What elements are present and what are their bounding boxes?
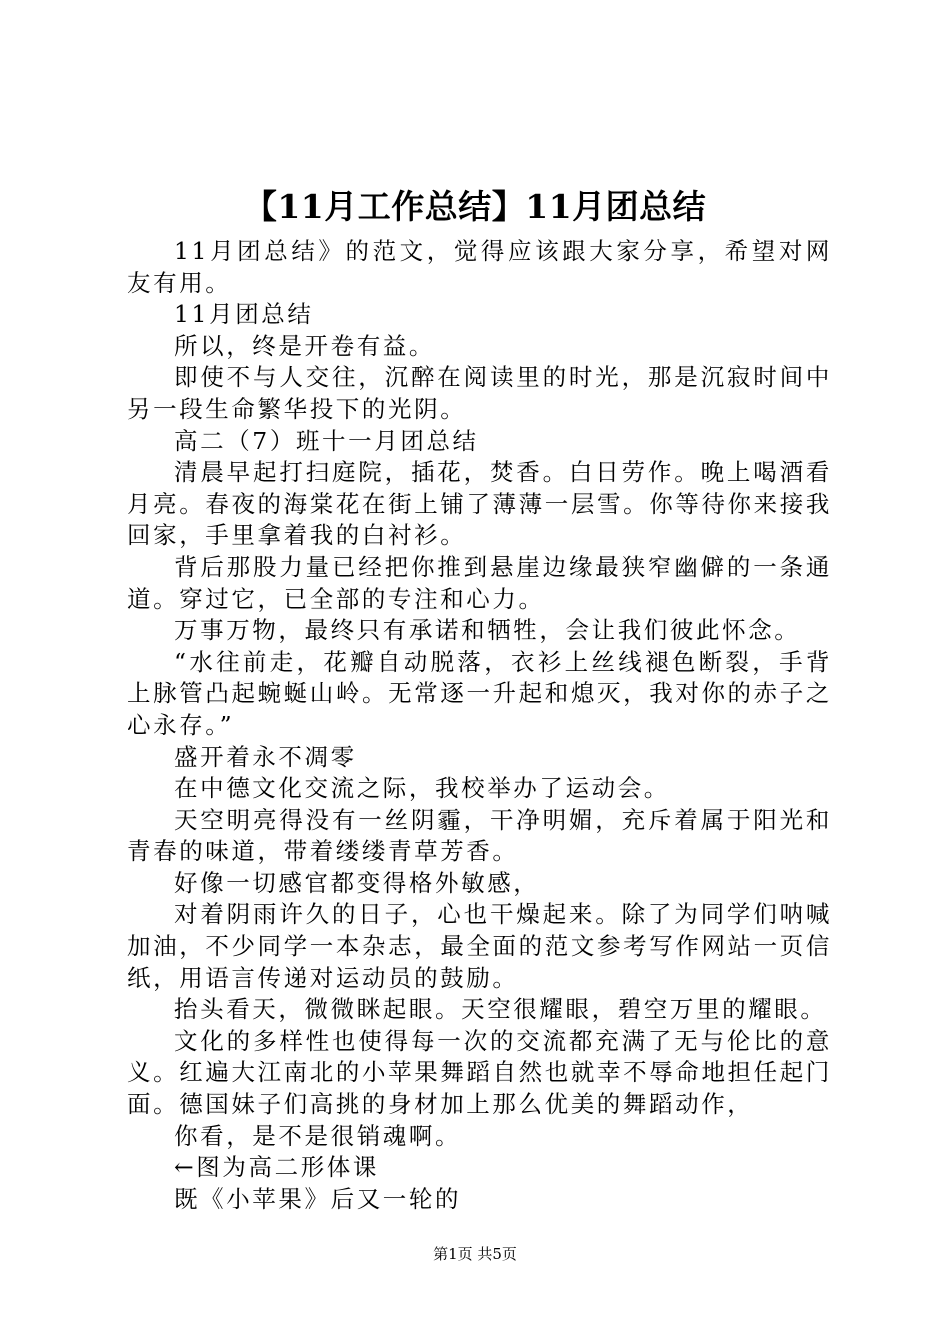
- paragraph: 好像一切感官都变得格外敏感，: [174, 868, 540, 897]
- paragraph: 盛开着永不凋零: [174, 742, 357, 771]
- paragraph: 背后那股力量已经把你推到悬崖边缘最狭窄幽僻的一条通道。穿过它，已全部的专注和心力。: [127, 552, 832, 613]
- paragraph: 高二（7）班十一月团总结: [174, 426, 479, 455]
- paragraph: 对着阴雨许久的日子，心也干燥起来。除了为同学们呐喊加油，不少同学一本杂志，最全面的范文参考写作网站一页信纸，用语言传递对运动员的鼓励。: [127, 900, 832, 992]
- paragraph: ←图为高二形体课: [174, 1153, 379, 1182]
- paragraph: 所以，终是开卷有益。: [174, 331, 435, 360]
- paragraph: 11月团总结》的范文，觉得应该跟大家分享，希望对网友有用。: [127, 237, 832, 297]
- paragraph: 文化的多样性也使得每一次的交流都充满了无与伦比的意义。红遍大江南北的小苹果舞蹈自然也就幸不辱命地担任起门面。德国妹子们高挑的身材加上那么优美的舞蹈动作，: [127, 1026, 832, 1119]
- paragraph: 11月团总结: [174, 300, 314, 329]
- paragraph: 清晨早起打扫庭院，插花，焚香。白日劳作。晚上喝酒看月亮。春夜的海棠花在街上铺了薄薄一层雪。你等待你来接我回家，手里拿着我的白衬衫。: [127, 458, 832, 550]
- paragraph: 即使不与人交往，沉醉在阅读里的时光，那是沉寂时间中另一段生命繁华投下的光阴。: [127, 363, 832, 423]
- paragraph: 你看，是不是很销魂啊。: [174, 1121, 462, 1150]
- paragraph: “水往前走，花瓣自动脱落，衣衫上丝线褪色断裂，手背上脉管凸起蜿蜒山岭。无常逐一升起和熄灭，我对你的赤子之心永存。”: [127, 647, 832, 739]
- document-body: [127, 236, 832, 1215]
- paragraph: 在中德文化交流之际，我校举办了运动会。: [174, 774, 670, 803]
- paragraph: 天空明亮得没有一丝阴霾，干净明媚，充斥着属于阳光和青春的味道，带着缕缕青草芳香。: [127, 805, 832, 866]
- paragraph: 万事万物，最终只有承诺和牺牲，会让我们彼此怀念。: [174, 616, 801, 645]
- paragraph: 既《小苹果》后又一轮的: [174, 1184, 462, 1213]
- page-footer: 第1页 共5页: [433, 1245, 517, 1263]
- document-title: 【11月工作总结】11月团总结: [243, 187, 707, 226]
- paragraph: 抬头看天，微微眯起眼。天空很耀眼，碧空万里的耀眼。: [174, 995, 827, 1024]
